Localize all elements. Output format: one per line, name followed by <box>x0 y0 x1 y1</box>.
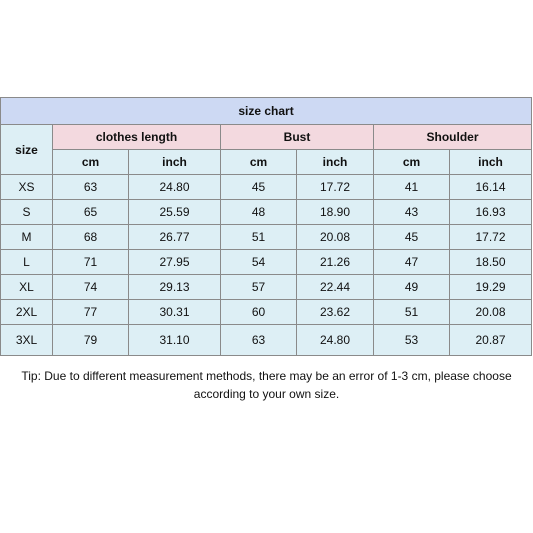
unit-header: inch <box>450 150 532 175</box>
unit-header: inch <box>129 150 221 175</box>
table-row <box>1 175 532 200</box>
table-cell: 23.62 <box>297 300 374 325</box>
table-cell: 48 <box>221 200 297 225</box>
unit-header: inch <box>297 150 374 175</box>
table-cell: 41 <box>374 175 450 200</box>
table-cell: 30.31 <box>129 300 221 325</box>
table-row <box>1 250 532 275</box>
table-cell: 63 <box>221 325 297 356</box>
table-cell: 47 <box>374 250 450 275</box>
table-row <box>1 200 532 225</box>
table-cell: 53 <box>374 325 450 356</box>
size-label-cell: XL <box>1 275 53 300</box>
table-row <box>1 275 532 300</box>
table-cell: 51 <box>221 225 297 250</box>
table-cell: 79 <box>53 325 129 356</box>
table-cell: 29.13 <box>129 275 221 300</box>
measurement-tip: Tip: Due to different measurement methods, there may be an error of 1-3 cm, please choose according to your own size. <box>21 369 512 401</box>
table-row <box>1 300 532 325</box>
size-column-header: size <box>1 125 53 175</box>
size-label-cell: S <box>1 200 53 225</box>
unit-header: cm <box>221 150 297 175</box>
table-cell: 18.90 <box>297 200 374 225</box>
size-label-cell: XS <box>1 175 53 200</box>
table-cell: 68 <box>53 225 129 250</box>
group-header-bust: Bust <box>221 125 374 150</box>
size-label-cell: 3XL <box>1 325 53 356</box>
table-cell: 51 <box>374 300 450 325</box>
table-cell: 71 <box>53 250 129 275</box>
table-cell: 16.14 <box>450 175 532 200</box>
size-label-cell: L <box>1 250 53 275</box>
table-cell: 24.80 <box>129 175 221 200</box>
table-cell: 20.08 <box>450 300 532 325</box>
table-cell: 19.29 <box>450 275 532 300</box>
table-cell: 27.95 <box>129 250 221 275</box>
group-header-shoulder: Shoulder <box>374 125 532 150</box>
size-label-cell: M <box>1 225 53 250</box>
table-cell: 60 <box>221 300 297 325</box>
unit-header: cm <box>53 150 129 175</box>
table-cell: 43 <box>374 200 450 225</box>
table-cell: 25.59 <box>129 200 221 225</box>
table-cell: 74 <box>53 275 129 300</box>
table-cell: 16.93 <box>450 200 532 225</box>
table-cell: 65 <box>53 200 129 225</box>
group-header-clothes-length: clothes length <box>53 125 221 150</box>
table-cell: 77 <box>53 300 129 325</box>
table-cell: 24.80 <box>297 325 374 356</box>
table-cell: 21.26 <box>297 250 374 275</box>
table-title: size chart <box>1 98 532 125</box>
table-cell: 20.87 <box>450 325 532 356</box>
table-cell: 31.10 <box>129 325 221 356</box>
size-chart-table <box>0 97 532 356</box>
size-label-cell: 2XL <box>1 300 53 325</box>
table-cell: 26.77 <box>129 225 221 250</box>
table-cell: 54 <box>221 250 297 275</box>
table-row <box>1 225 532 250</box>
table-cell: 22.44 <box>297 275 374 300</box>
table-row <box>1 325 532 356</box>
table-cell: 20.08 <box>297 225 374 250</box>
table-cell: 45 <box>374 225 450 250</box>
table-cell: 57 <box>221 275 297 300</box>
table-cell: 18.50 <box>450 250 532 275</box>
table-cell: 63 <box>53 175 129 200</box>
table-cell: 17.72 <box>450 225 532 250</box>
unit-header: cm <box>374 150 450 175</box>
table-cell: 49 <box>374 275 450 300</box>
table-cell: 17.72 <box>297 175 374 200</box>
table-cell: 45 <box>221 175 297 200</box>
